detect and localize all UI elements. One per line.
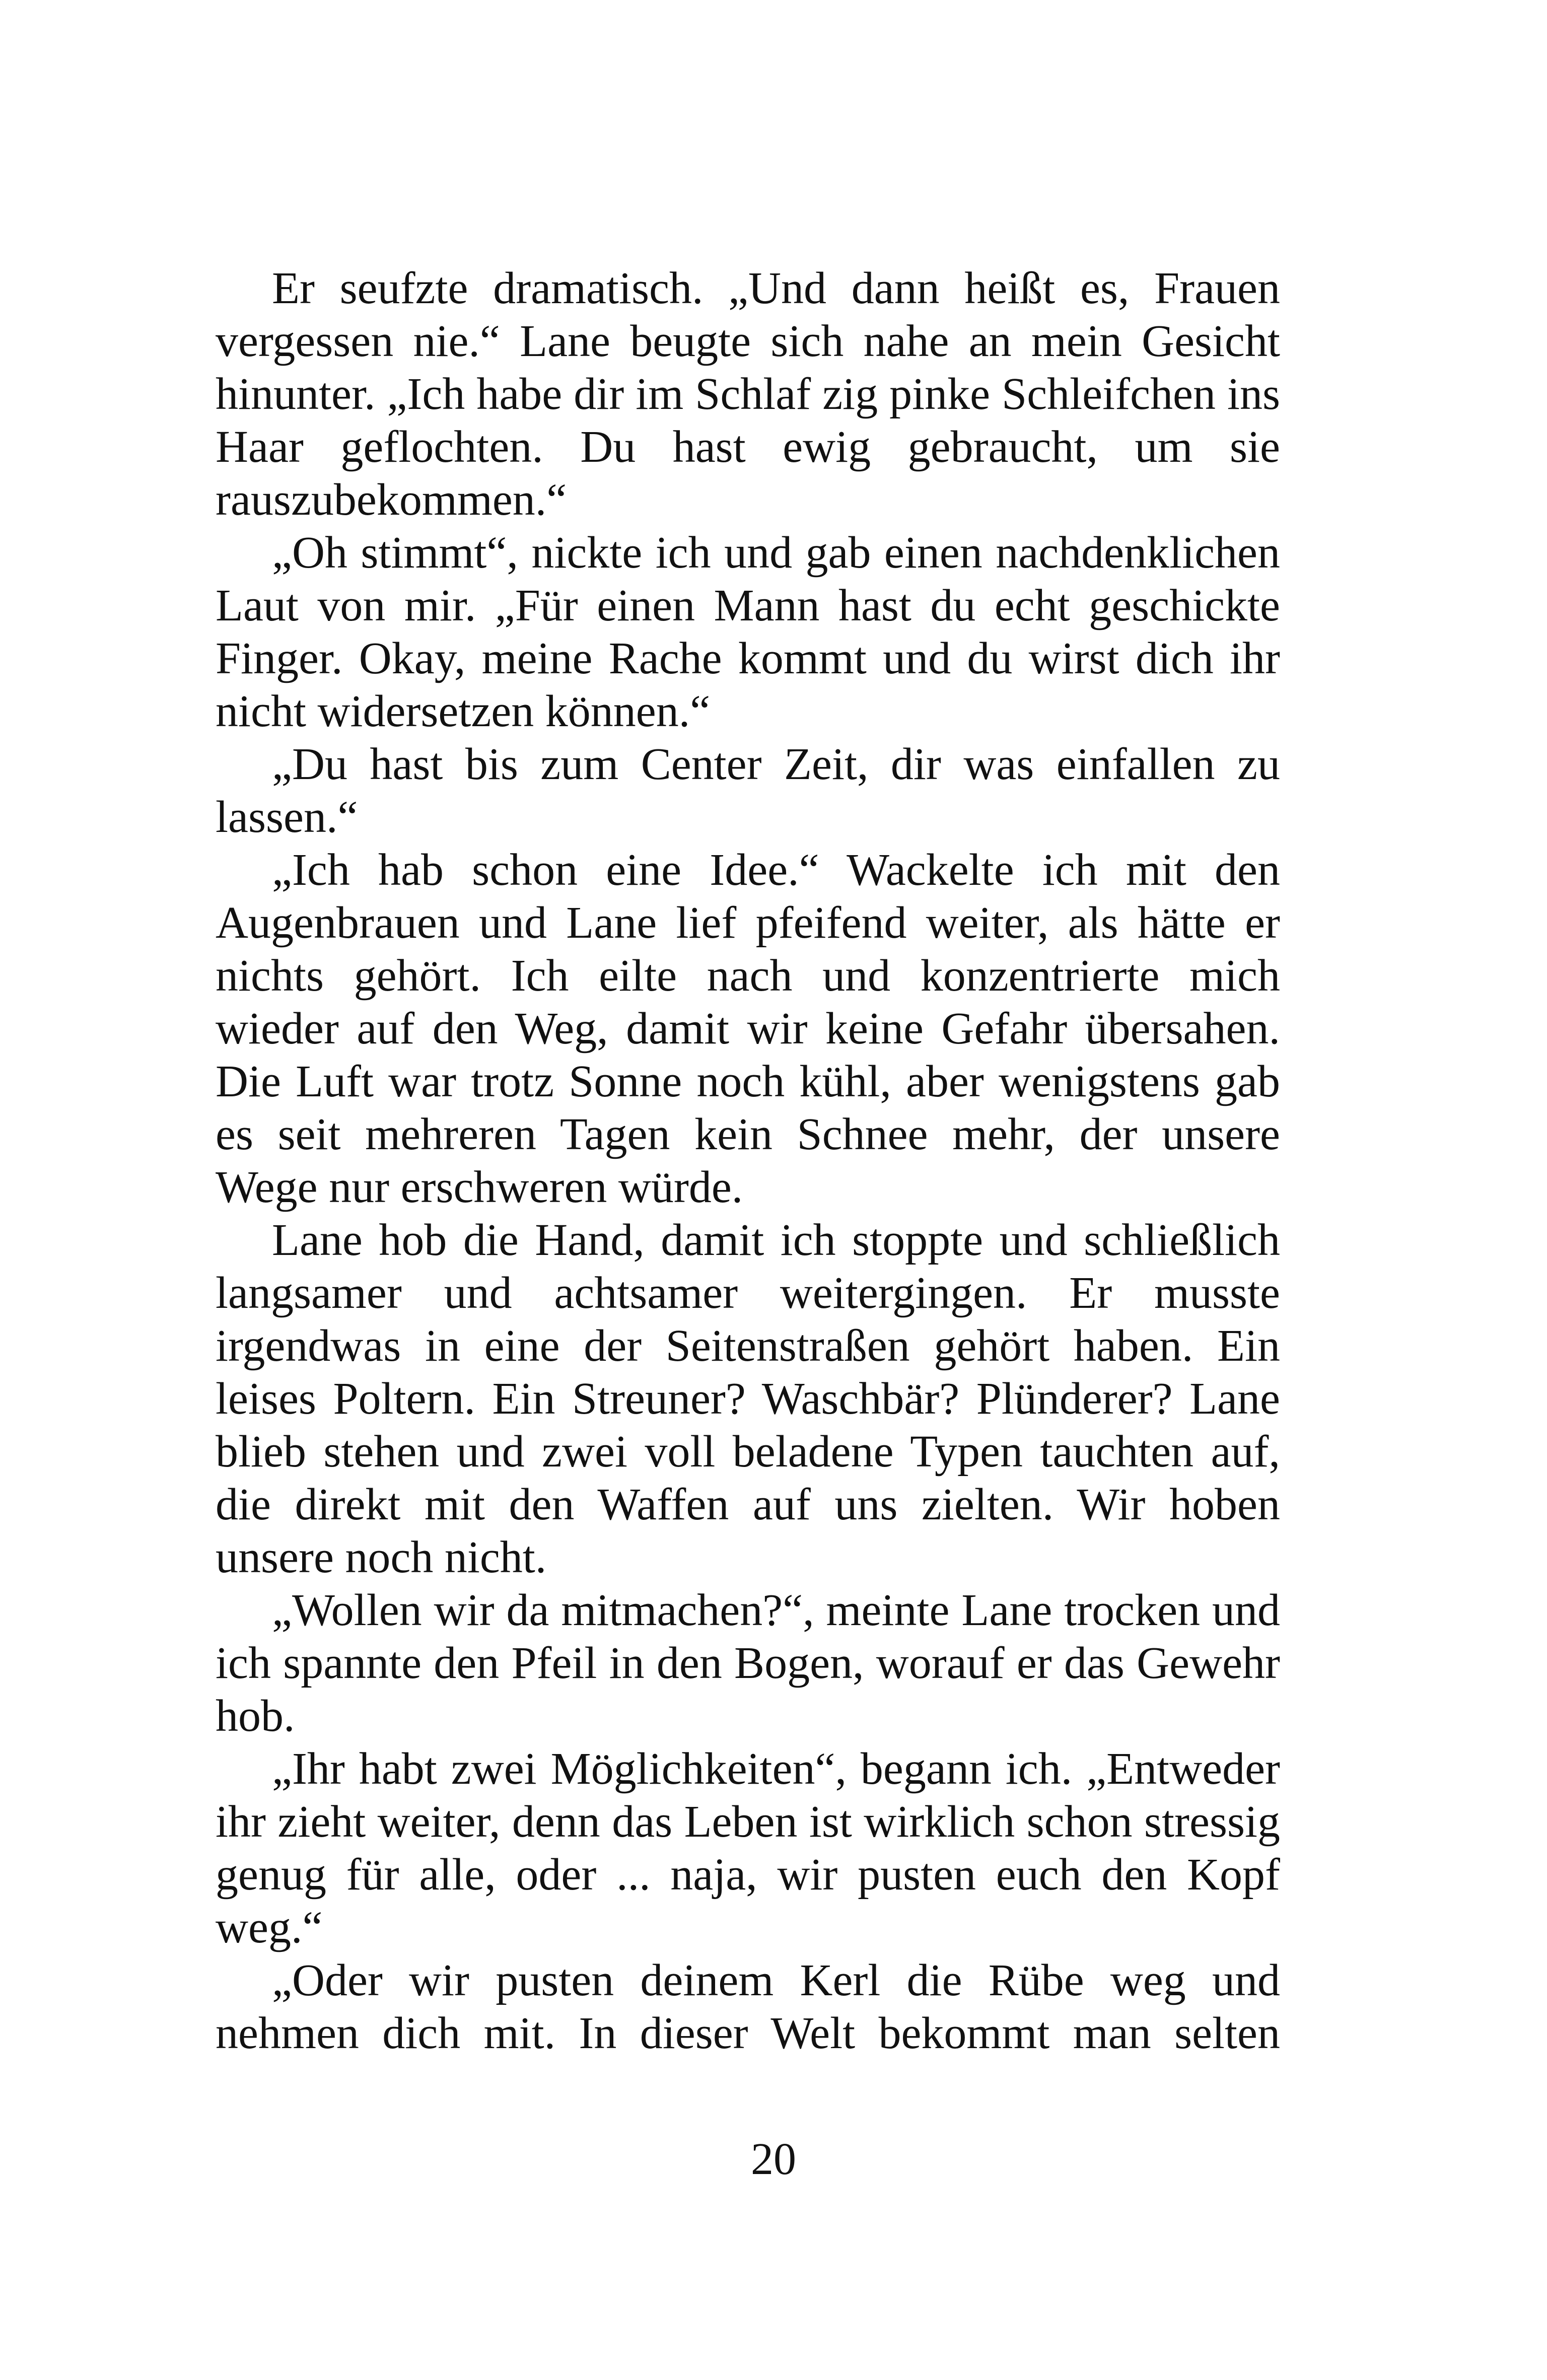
paragraph-6: „Wollen wir da mitmachen?“, meinte Lane trocken und ich spannte den Pfeil in den Bogen, worauf er das Gewehr hob.	[216, 1585, 1280, 1741]
paragraph-1: Er seufzte dramatisch. „Und dann heißt es, Frauen vergessen nie.“ Lane beugte sich nahe an mein Gesicht hinunter. „Ich habe dir im Schlaf zig pinke Schleifchen ins Haar geflochten. Du hast ewig gebraucht, um sie rauszubekommen.“	[216, 263, 1280, 525]
paragraph-3: „Du hast bis zum Center Zeit, dir was einfallen zu lassen.“	[216, 739, 1280, 842]
paragraph-2: „Oh stimmt“, nickte ich und gab einen nachdenklichen Laut von mir. „Für einen Mann hast du echt geschickte Finger. Okay, meine Rache kommt und du wirst dich ihr nicht widersetzen können.“	[216, 528, 1280, 736]
paragraph-5: Lane hob die Hand, damit ich stoppte und schließlich langsamer und achtsamer weitergingen. Er musste irgendwas in eine der Seitenstraßen gehört haben. Ein leises Poltern. Ein Streuner? Waschbär? Plünderer? Lane blieb stehen und zwei voll beladene Typen tauchten auf, die direkt mit den Waffen auf uns zielten. Wir hoben unsere noch nicht.	[216, 1215, 1280, 1582]
paragraph-8: „Oder wir pusten deinem Kerl die Rübe weg und nehmen dich mit. In dieser Welt bekommt man selten	[216, 1955, 1280, 2058]
paragraph-7: „Ihr habt zwei Möglichkeiten“, begann ich. „Entweder ihr zieht weiter, denn das Leben ist wirklich schon stressig genug für alle, oder ... naja, wir pusten euch den Kopf weg.“	[216, 1744, 1280, 1952]
body-text	[216, 262, 1280, 2060]
page-number: 20	[751, 2134, 796, 2184]
paragraph-4: „Ich hab schon eine Idee.“ Wackelte ich mit den Augenbrauen und Lane lief pfeifend weiter, als hätte er nichts gehört. Ich eilte nach und konzentrierte mich wieder auf den Weg, damit wir keine Gefahr übersahen. Die Luft war trotz Sonne noch kühl, aber wenigstens gab es seit mehreren Tagen kein Schnee mehr, der unsere Wege nur erschweren würde.	[216, 845, 1280, 1212]
